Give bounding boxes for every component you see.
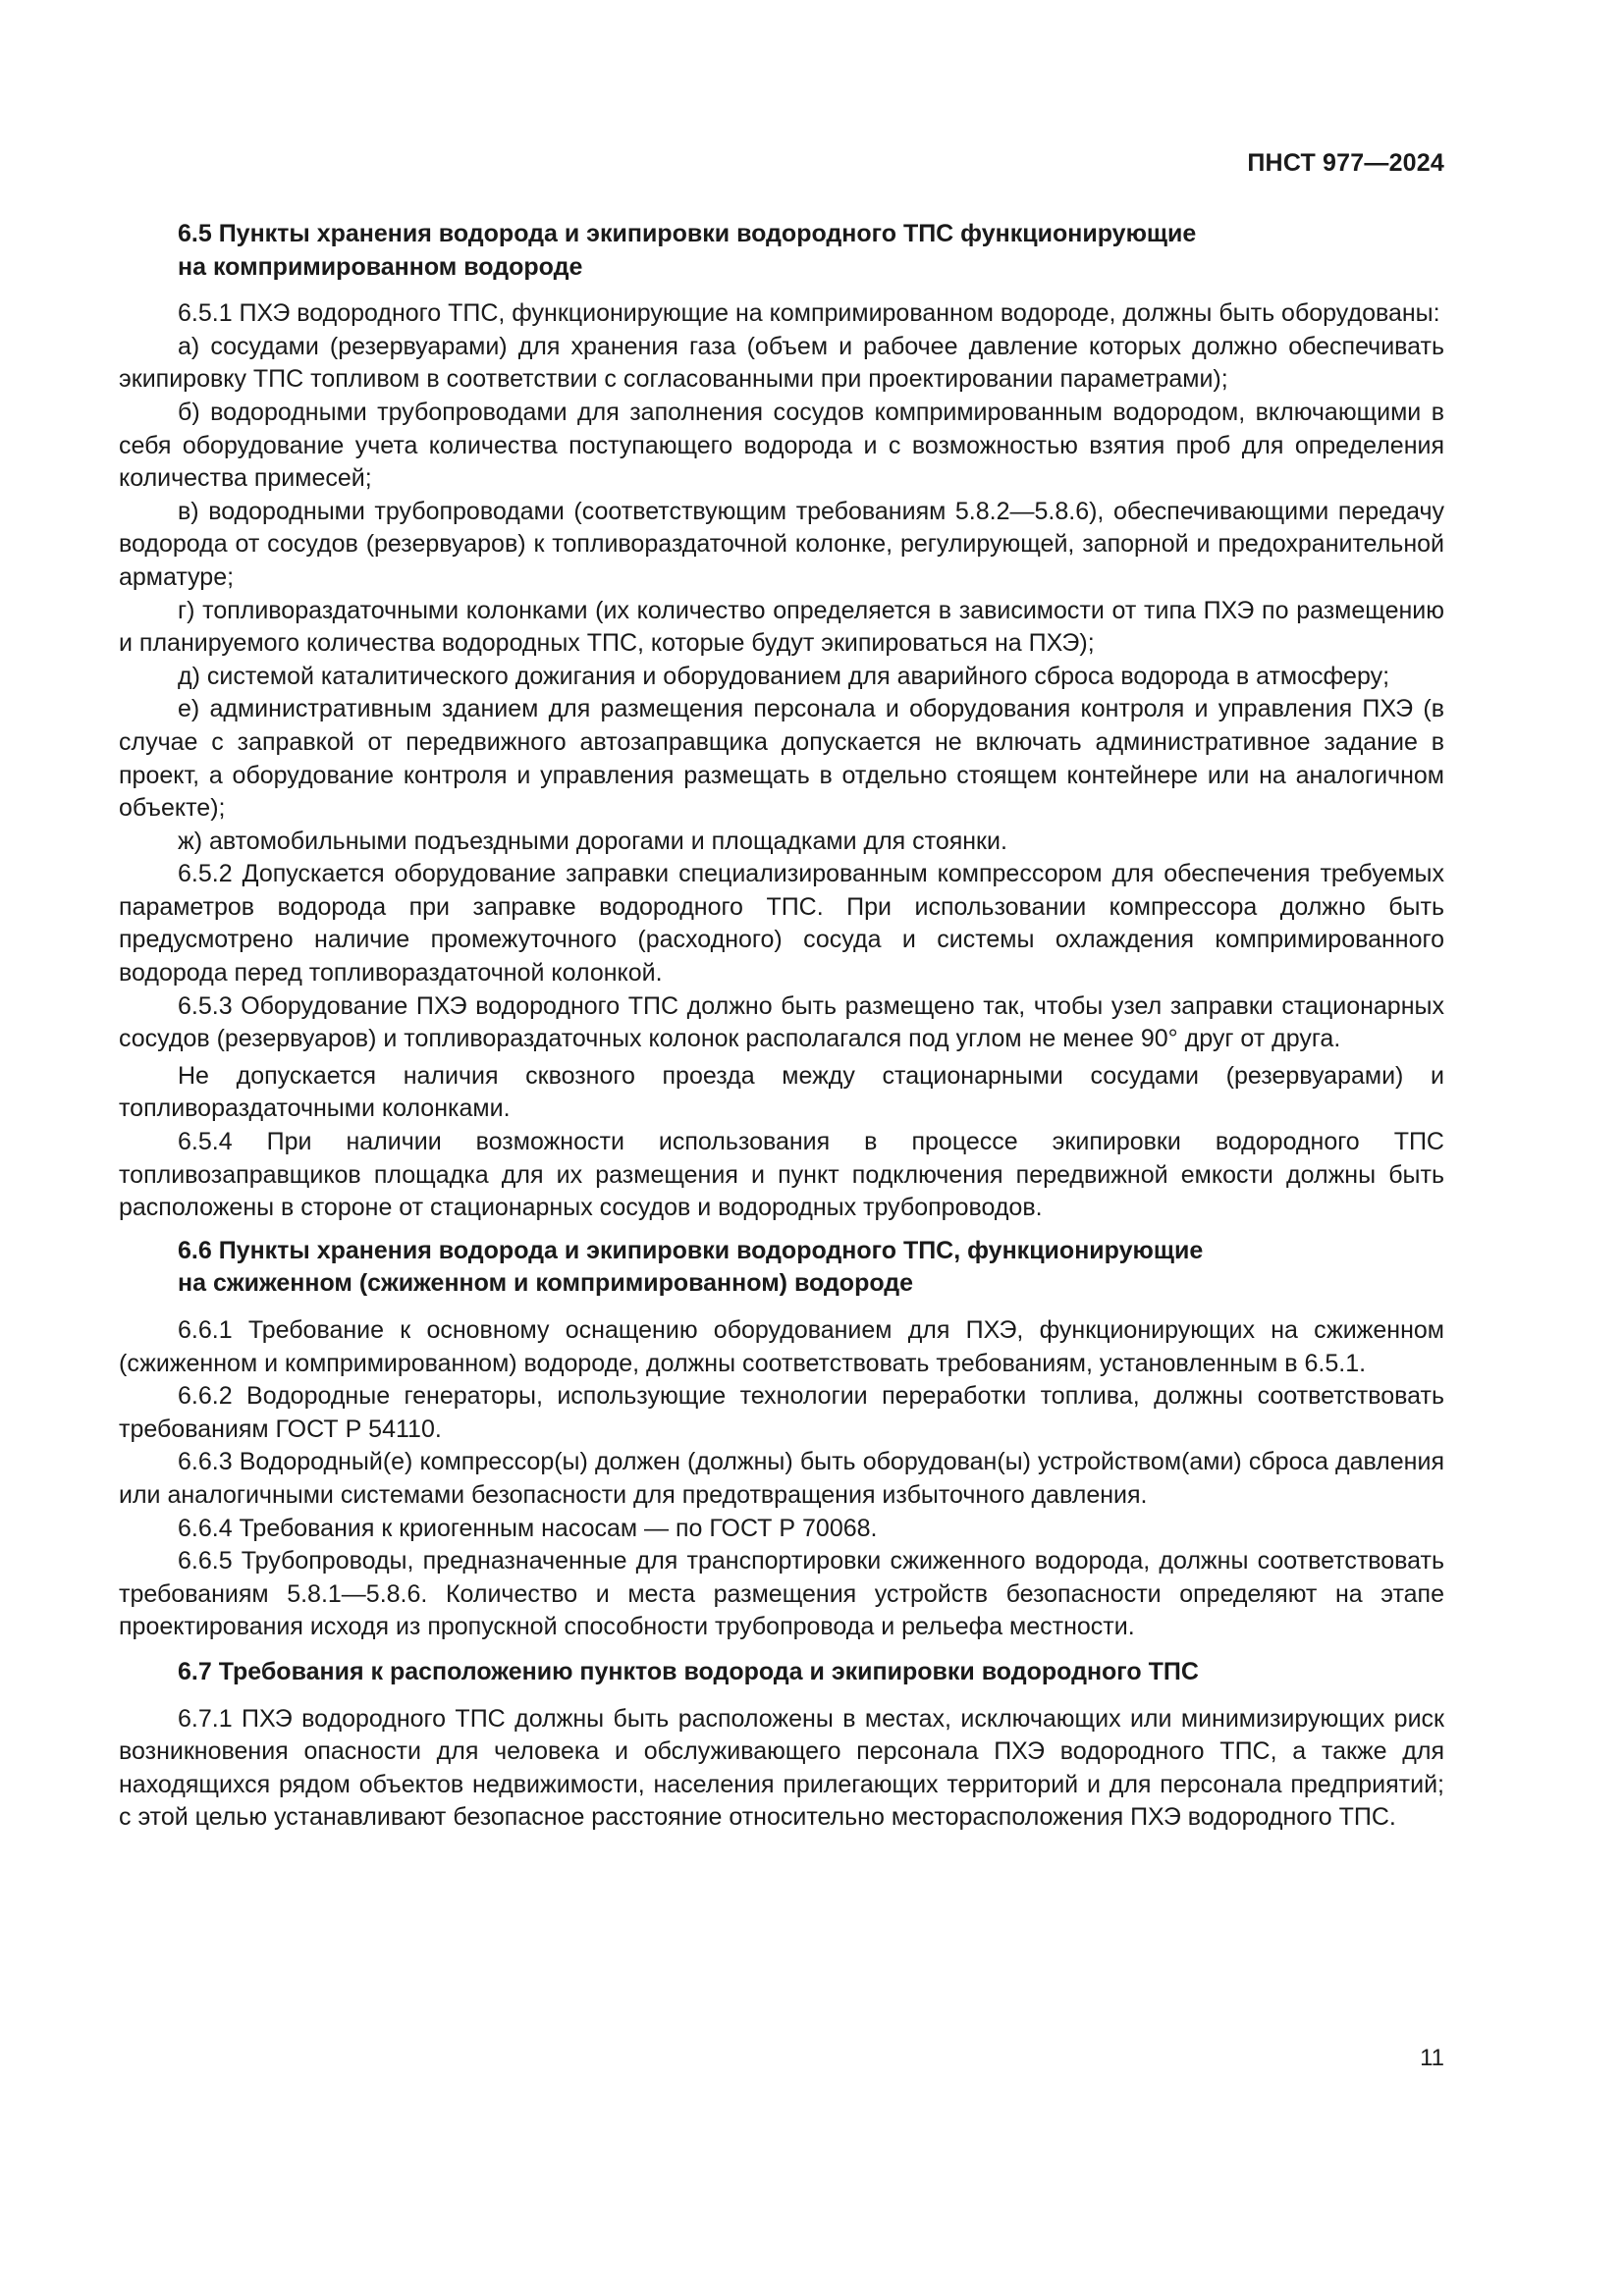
- paragraph-6-5-1: 6.5.1 ПХЭ водородного ТПС, функционирующие на компримированном водороде, должны быть оборудованы:: [178, 299, 1440, 328]
- document-body: [119, 218, 1444, 1835]
- section-heading-6-6: [119, 1235, 1444, 1301]
- list-item-b: б) водородными трубопроводами для заполнения сосудов компримированным водородом, включающими в себя оборудование учета количества поступающего водорода и с возможностью взятия проб для определения количества примесей;: [119, 398, 1444, 493]
- section-heading-6-5: [119, 218, 1444, 284]
- section-heading-line: на компримированном водороде: [178, 252, 583, 281]
- paragraph-6-5-2: 6.5.2 Допускается оборудование заправки специализированным компрессором для обеспечения требуемых параметров водорода при заправке водородного ТПС. При использовании компрессора должно быть предусмотрено наличие промежуточного (расходного) сосуда и системы охлаждения компримированного водорода перед топливораздаточной колонкой.: [119, 860, 1444, 988]
- paragraph-6-7-1: 6.7.1 ПХЭ водородного ТПС должны быть расположены в местах, исключающих или минимизирующих риск возникновения опасности для человека и обслуживающего персонала ПХЭ водородного ТПС, а также для находящихся рядом объектов недвижимости, населения прилегающих территорий и для персонала предприятий; с этой целью устанавливают безопасное расстояние относительно месторасположения ПХЭ водородного ТПС.: [119, 1704, 1444, 1832]
- list-item-g: г) топливораздаточными колонками (их количество определяется в зависимости от типа ПХЭ по размещению и планируемого количества водородных ТПС, которые будут экипироваться на ПХЭ);: [119, 596, 1444, 658]
- document-code: ПНСТ 977—2024: [1247, 149, 1444, 177]
- section-heading-line: на сжиженном (сжиженном и компримированном) водороде: [178, 1269, 914, 1298]
- paragraph-6-6-5: 6.6.5 Трубопроводы, предназначенные для транспортировки сжиженного водорода, должны соответствовать требованиям 5.8.1—5.8.6. Количество и места размещения устройств безопасности определяют на этапе проектирования исходя из пропускной способности трубопровода и рельефа местности.: [119, 1547, 1444, 1641]
- list-item-d: д) системой каталитического дожигания и оборудованием для аварийного сброса водорода в атмосферу;: [178, 662, 1390, 690]
- section-heading-line: 6.6 Пункты хранения водорода и экипировки водородного ТПС, функционирующие: [178, 1236, 1204, 1264]
- paragraph-6-5-4: 6.5.4 При наличии возможности использования в процессе экипировки водородного ТПС топливозаправщиков площадка для их размещения и пункт подключения передвижной емкости должны быть расположены в стороне от стационарных сосудов и водородных трубопроводов.: [119, 1128, 1444, 1222]
- page-number: 11: [1420, 2045, 1444, 2071]
- paragraph-6-5-3-continuation: Не допускается наличия сквозного проезда между стационарными сосудами (резервуарами) и топливораздаточными колонками.: [119, 1061, 1444, 1123]
- list-item-zh: ж) автомобильными подъездными дорогами и площадками для стоянки.: [178, 827, 1007, 855]
- paragraph-6-5-3: 6.5.3 Оборудование ПХЭ водородного ТПС должно быть размещено так, чтобы узел заправки стационарных сосудов (резервуаров) и топливораздаточных колонок располагался под углом не менее 90° друг от друга.: [119, 991, 1444, 1053]
- paragraph-6-6-3: 6.6.3 Водородный(е) компрессор(ы) должен (должны) быть оборудован(ы) устройством(ами) сброса давления или аналогичными системами безопасности для предотвращения избыточного давления.: [119, 1448, 1444, 1509]
- section-heading-6-7: 6.7 Требования к расположению пунктов водорода и экипировки водородного ТПС: [178, 1657, 1199, 1685]
- paragraph-6-6-4: 6.6.4 Требования к криогенным насосам — по ГОСТ Р 70068.: [178, 1514, 878, 1542]
- section-heading-line: 6.5 Пункты хранения водорода и экипировки водородного ТПС функционирующие: [178, 220, 1197, 247]
- list-item-v: в) водородными трубопроводами (соответствующим требованиям 5.8.2—5.8.6), обеспечивающими передачу водорода от сосудов (резервуаров) к топливораздаточной колонке, регулирующей, запорной и предохранительной арматуре;: [119, 497, 1444, 591]
- paragraph-6-6-2: 6.6.2 Водородные генераторы, использующие технологии переработки топлива, должны соответствовать требованиям ГОСТ Р 54110.: [119, 1382, 1444, 1443]
- paragraph-6-6-1: 6.6.1 Требование к основному оснащению оборудованием для ПХЭ, функционирующих на сжиженном (сжиженном и компримированном) водороде, должны соответствовать требованиям, установленным в 6.5.1.: [119, 1316, 1444, 1377]
- list-item-a: а) сосудами (резервуарами) для хранения газа (объем и рабочее давление которых должно обеспечивать экипировку ТПС топливом в соответствии с согласованными при проектировании параметрами);: [119, 332, 1444, 394]
- list-item-e: е) административным зданием для размещения персонала и оборудования контроля и управления ПХЭ (в случае с заправкой от передвижного автозаправщика допускается не включать административное задание в проект, а оборудование контроля и управления размещать в отдельно стоящем контейнере или на аналогичном объекте);: [119, 695, 1444, 823]
